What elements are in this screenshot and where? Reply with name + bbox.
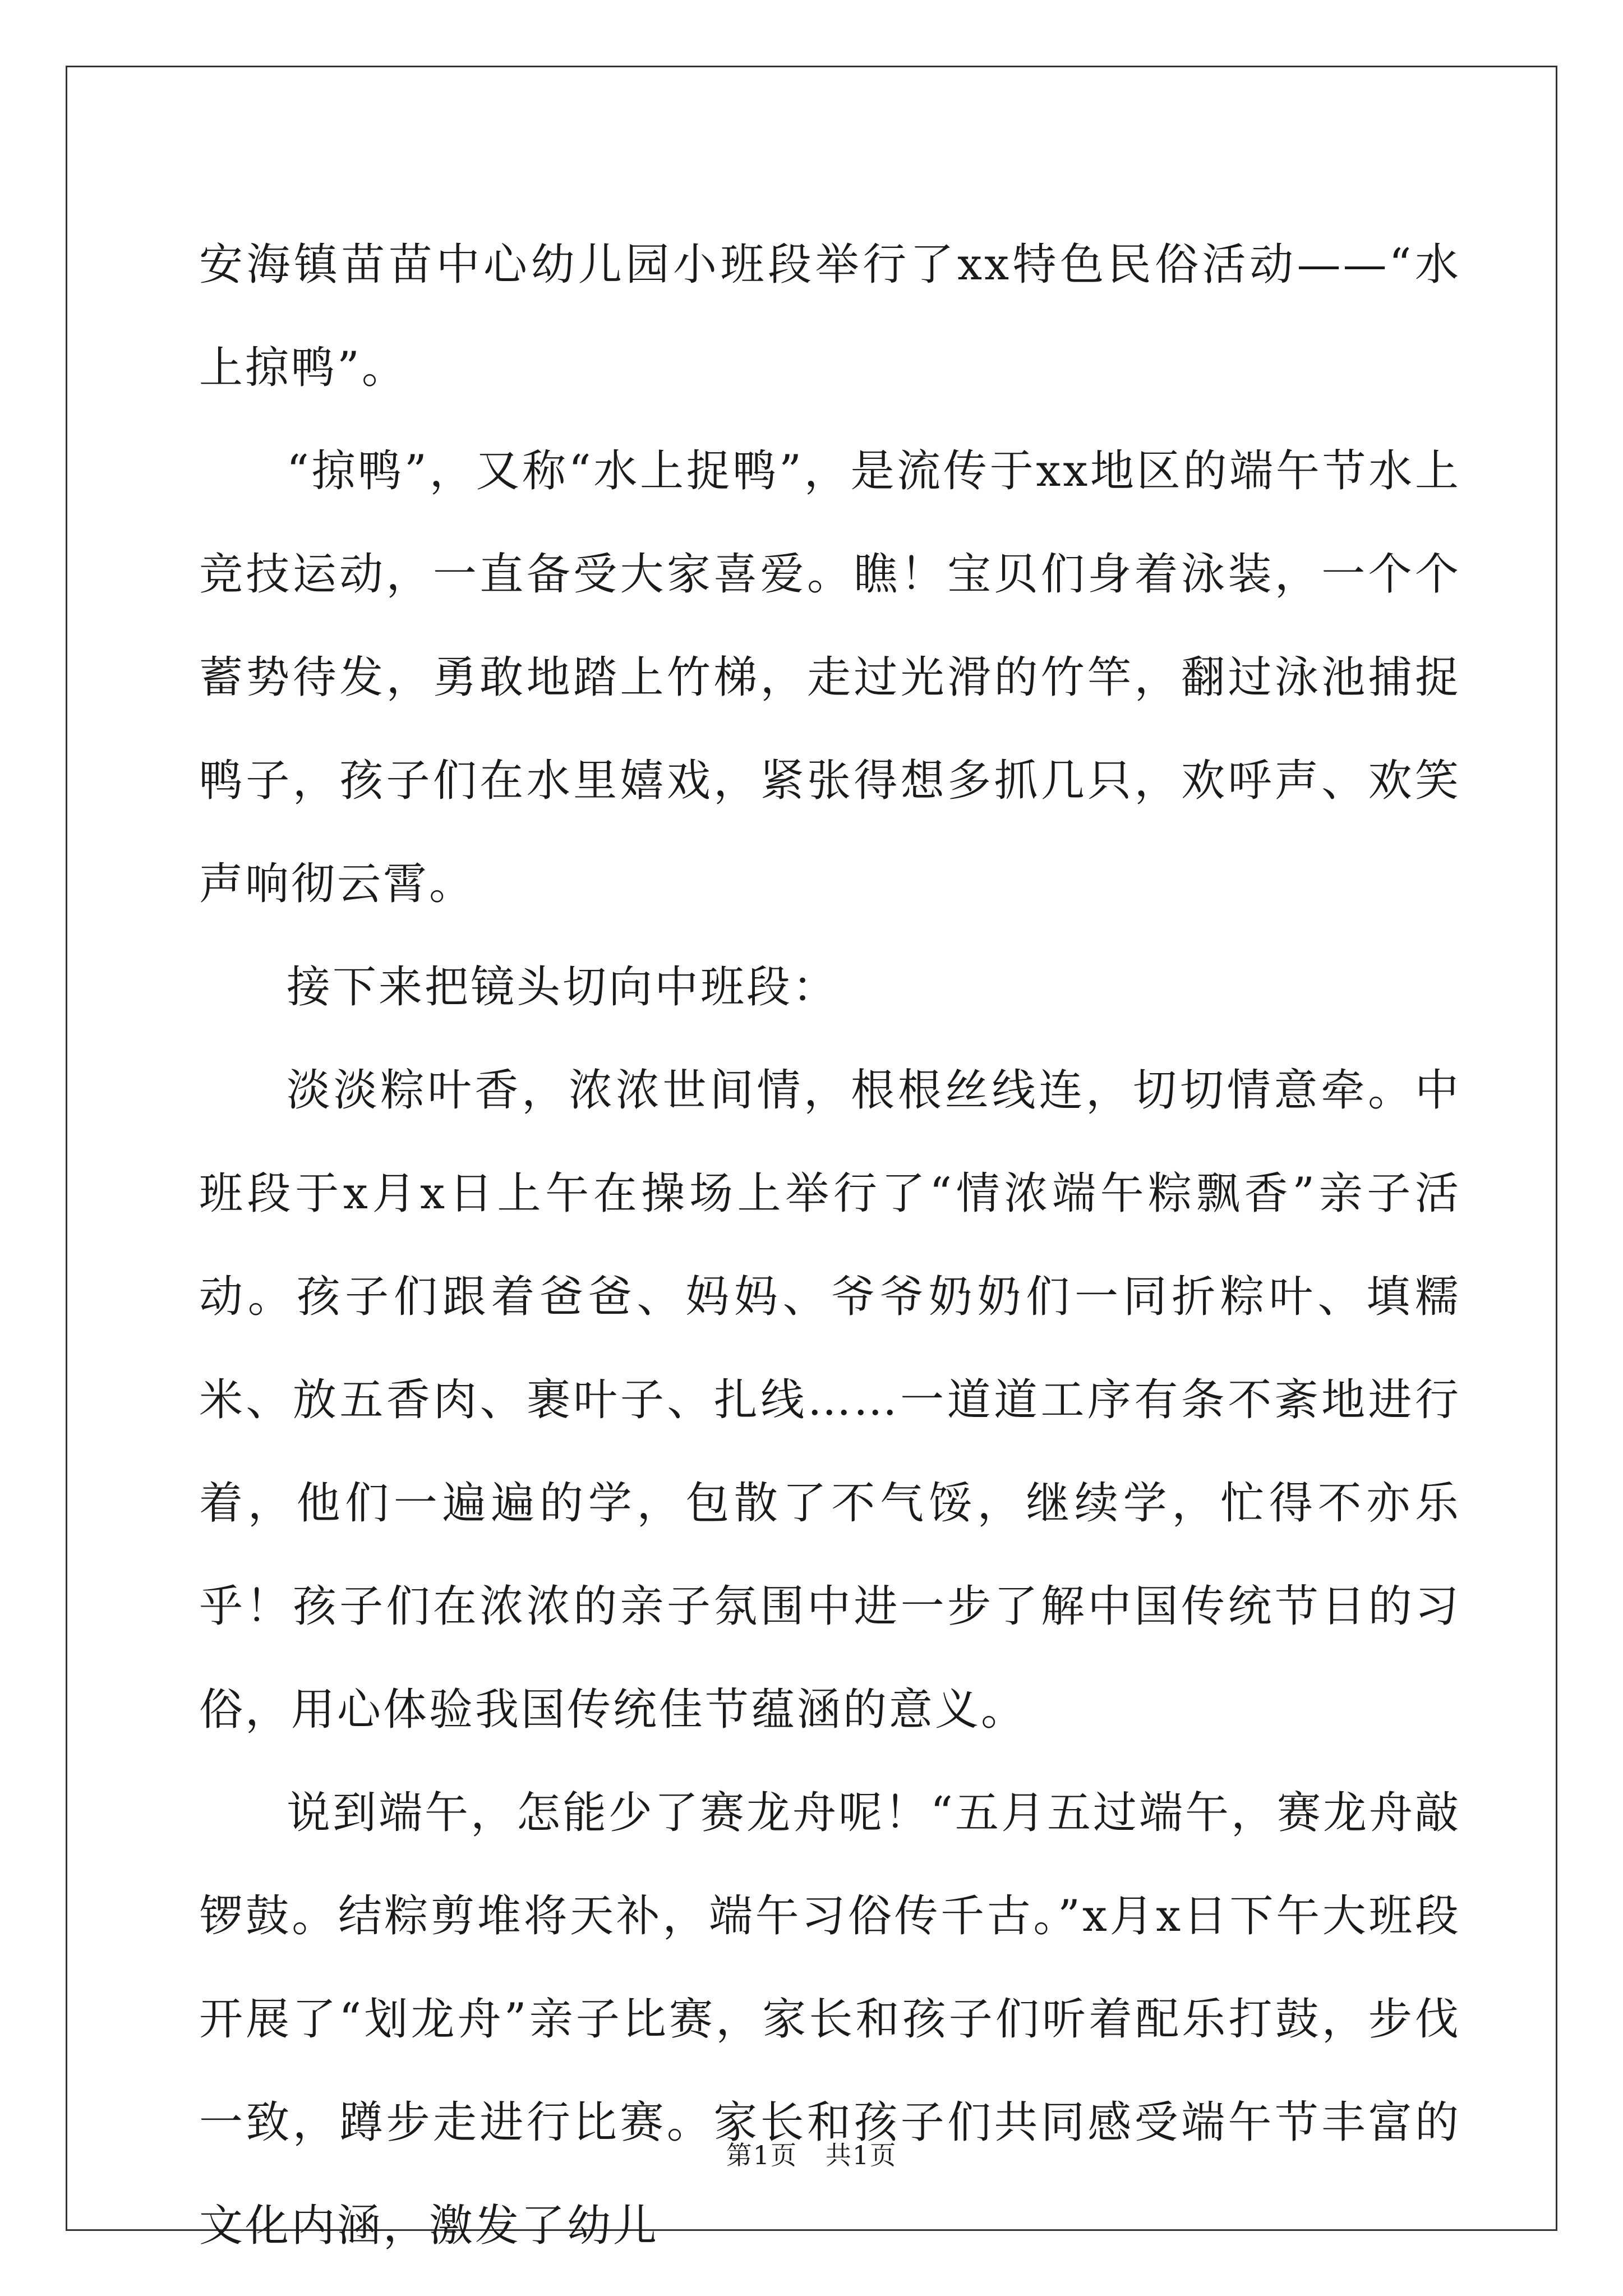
paragraph-3: 接下来把镜头切向中班段： — [287, 962, 839, 1013]
document-body — [199, 213, 1461, 2277]
page-footer — [0, 2138, 1623, 2172]
paragraph-4: 淡淡粽叶香，浓浓世间情，根根丝线连，切切情意牵。中班段于x月x日上午在操场上举行了“情浓端午粽飘香”亲子活动。孩子们跟着爸爸、妈妈、爷爷奶奶们一同折粽叶、填糯米、放五香肉、裹叶子、扎线……一道道工序有条不紊地进行着，他们一遍遍的学，包散了不气馁，继续学，忙得不亦乐乎！孩子们在浓浓的亲子氛围中进一步了解中国传统节日的习俗，用心体验我国传统佳节蕴涵的意义。 — [199, 1065, 1461, 1735]
paragraph-2: “掠鸭”，又称“水上捉鸭”，是流传于xx地区的端午节水上竞技运动，一直备受大家喜爱。瞧！宝贝们身着泳装，一个个蓄势待发，勇敢地踏上竹梯，走过光滑的竹竿，翻过泳池捕捉鸭子，孩子们在水里嬉戏，紧张得想多抓几只，欢呼声、欢笑声响彻云霄。 — [199, 446, 1461, 909]
paragraph-1: 安海镇苗苗中心幼儿园小班段举行了xx特色民俗活动——“水上掠鸭”。 — [199, 240, 1461, 393]
page-number-label: 第1页 共1页 — [726, 2140, 897, 2170]
paragraph-5: 说到端午，怎能少了赛龙舟呢！“五月五过端午，赛龙舟敲锣鼓。结粽剪堆将天补，端午习俗传千古。”x月x日下午大班段开展了“划龙舟”亲子比赛，家长和孩子们听着配乐打鼓，步伐一致，蹲步走进行比赛。家长和孩子们共同感受端午节丰富的文化内涵，激发了幼儿 — [199, 1788, 1461, 2251]
